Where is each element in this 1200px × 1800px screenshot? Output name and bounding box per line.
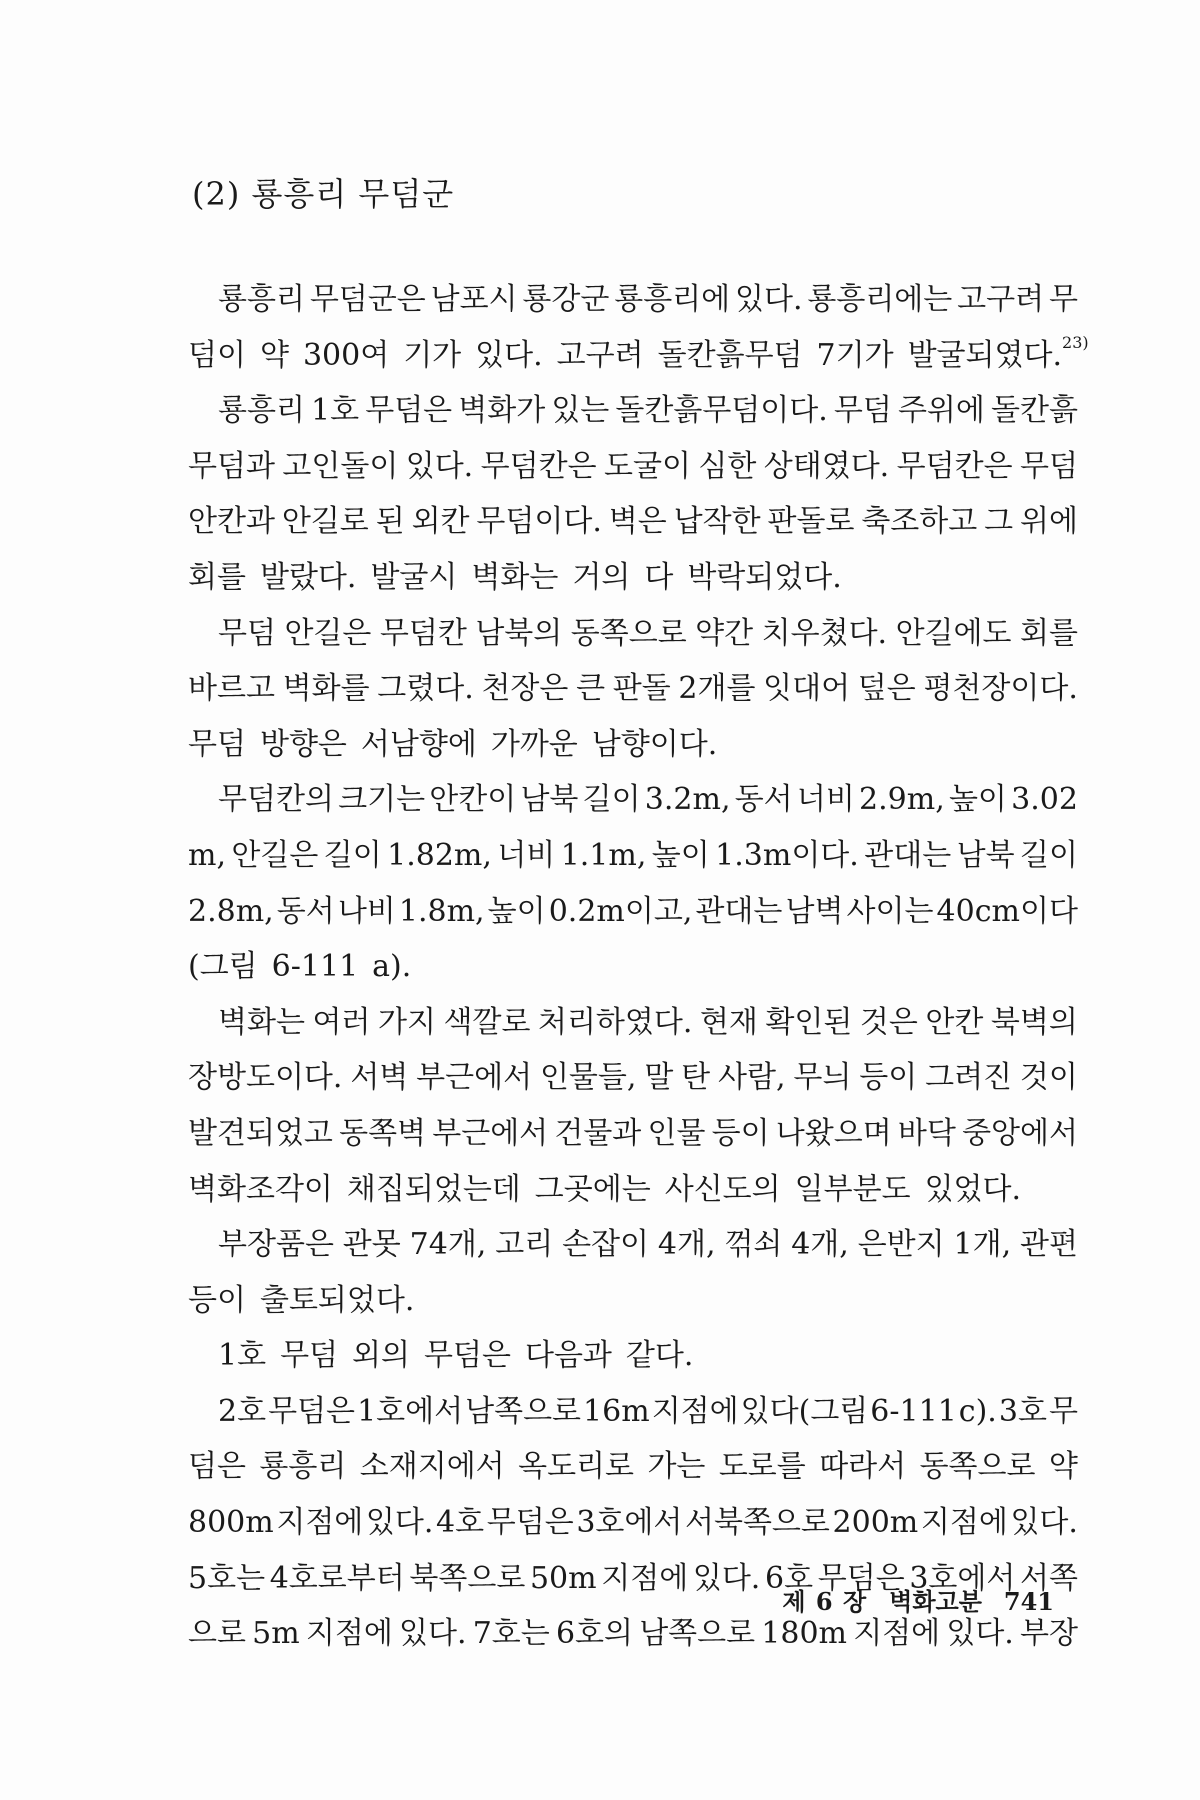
text-line: 발견되었고 동쪽벽 부근에서 건물과 인물 등이 나왔으며 바닥 중앙에서 [188,1115,1078,1151]
text-line: 무덤칸의 크기는 안칸이 남북 길이 3.2m, 동서 너비 2.9m, 높이 3.02 [218,782,1078,818]
text-line: 바르고 벽화를 그렸다. 천장은 큰 판돌 2개를 잇대어 덮은 평천장이다. [188,671,1078,707]
paragraph [188,383,1078,605]
footer-chapter-title: 벽화고분 [889,1587,982,1616]
text-line: (그림 6-111 a). [188,949,412,985]
footnote-marker: 23) [1062,332,1089,352]
text-line: 무덤 방향은 서남향에 가까운 남향이다. [188,726,718,762]
footer-chapter: 제 6 장 [782,1587,868,1616]
page-footer [782,1582,1054,1617]
text-line: 2호 무덤은 1호에서 남쪽으로 16m 지점에 있다(그림 6-111 c). 3호 무 [218,1393,1078,1429]
text-line: 등이 출토되었다. [188,1282,415,1318]
text-line: 2.8m, 동서 나비 1.8m, 높이 0.2m이고, 관대는 남벽 사이는 40cm이다 [188,893,1078,929]
paragraph [188,772,1078,994]
page-number: 741 [1003,1587,1054,1616]
text-line: 장방도이다. 서벽 부근에서 인물들, 말 탄 사람, 무늬 등이 그려진 것이 [188,1060,1078,1096]
text-line: 으로 5m 지점에 있다. 7호는 6호의 남쪽으로 180m 지점에 있다. 부장 [188,1616,1078,1652]
paragraph [188,1328,1078,1384]
text-line: 5호는 4호로부터 북쪽으로 50m 지점에 있다. 6호 무덤은 3호에서 서쪽 [188,1560,1078,1596]
body-text [188,272,1089,1662]
text-line: 부장품은 관못 74개, 고리 손잡이 4개, 꺾쇠 4개, 은반지 1개, 관편 [218,1227,1078,1263]
text-line: 무덤 안길은 무덤칸 남북의 동쪽으로 약간 치우쳤다. 안길에도 회를 [218,615,1078,651]
paragraph [188,606,1078,773]
paragraph [188,1384,1078,1662]
paragraph [188,272,1089,383]
text-line: 800m 지점에 있다. 4호 무덤은 3호에서 서북쪽으로 200m 지점에 있다. [188,1505,1078,1541]
text-line: 무덤과 고인돌이 있다. 무덤칸은 도굴이 심한 상태였다. 무덤칸은 무덤 [188,448,1078,484]
text-line: 안칸과 안길로 된 외칸 무덤이다. 벽은 납작한 판돌로 축조하고 그 위에 [188,504,1078,540]
text-line: 룡흥리 무덤군은 남포시 룡강군 룡흥리에 있다. 룡흥리에는 고구려 무 [218,282,1078,317]
text-line: 벽화는 여러 가지 색깔로 처리하였다. 현재 확인된 것은 안칸 북벽의 [218,1004,1078,1040]
section-heading: (2) 룡흥리 무덤군 [192,175,455,213]
text-line: 벽화조각이 채집되었는데 그곳에는 사신도의 일부분도 있었다. [188,1171,1022,1207]
text-line: 덤이 약 300여 기가 있다. 고구려 돌칸흙무덤 7기가 발굴되였다.$^{23)}$ [188,332,1089,373]
text-line: 룡흥리 1호 무덤은 벽화가 있는 돌칸흙무덤이다. 무덤 주위에 돌칸흙 [218,393,1078,429]
text-line: 회를 발랐다. 발굴시 벽화는 거의 다 박락되었다. [188,559,842,595]
text-line: 1호 무덤 외의 무덤은 다음과 같다. [218,1338,694,1374]
paragraph [188,1217,1078,1328]
text-line: m, 안길은 길이 1.82m, 너비 1.1m, 높이 1.3m이다. 관대는 남북 길이 [188,837,1078,873]
paragraph [188,995,1078,1217]
text-line: 덤은 룡흥리 소재지에서 옥도리로 가는 도로를 따라서 동쪽으로 약 [188,1449,1078,1485]
